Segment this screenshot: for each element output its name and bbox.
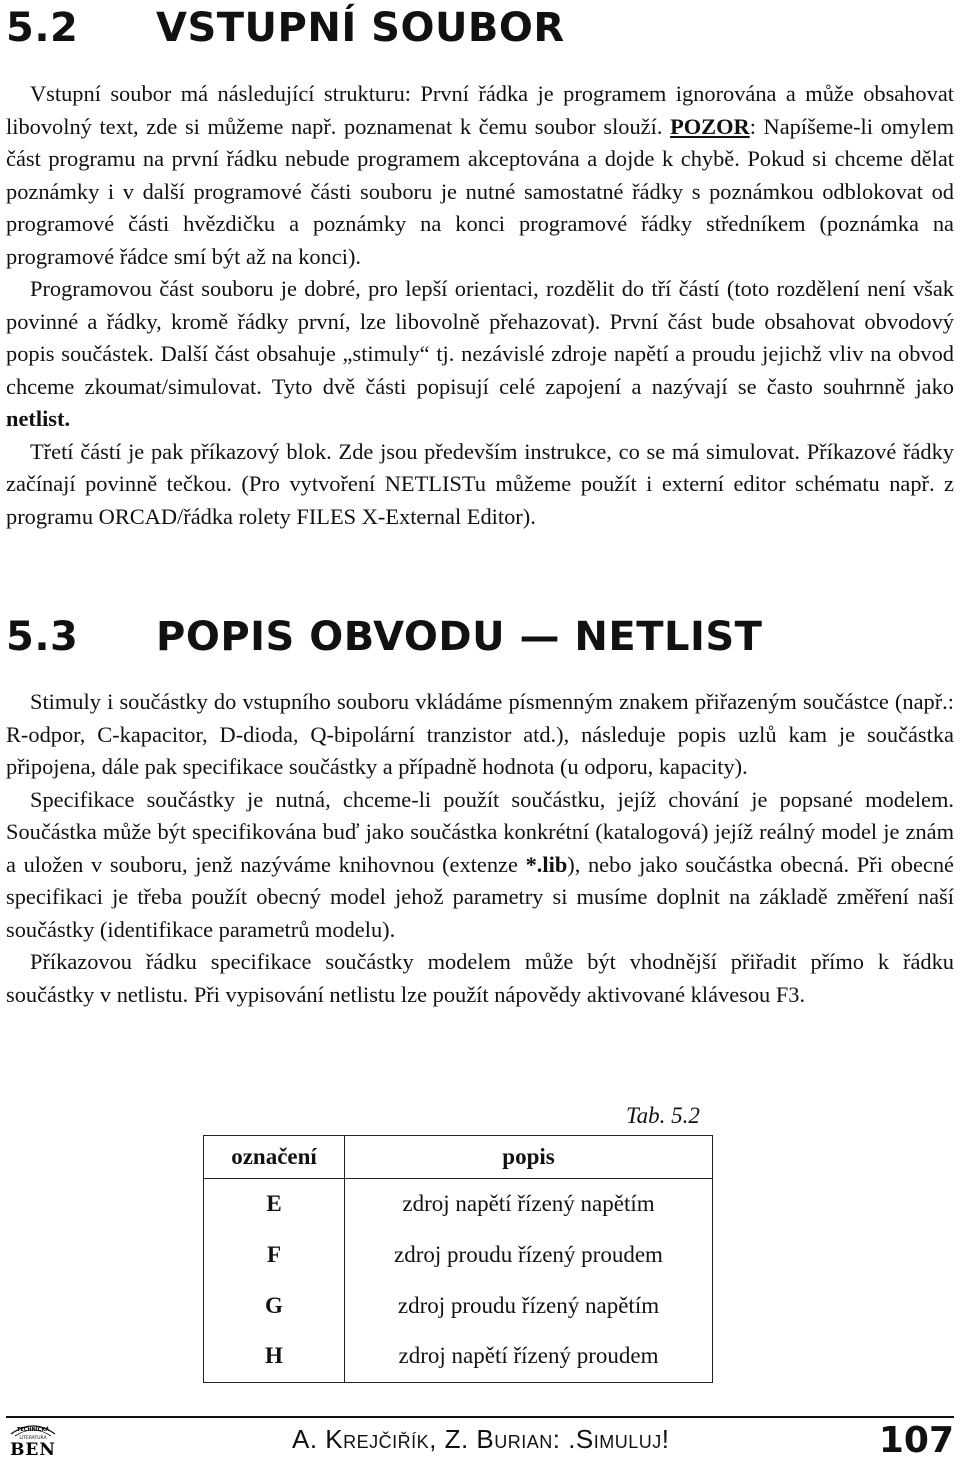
table-cell-code: G	[204, 1280, 345, 1331]
component-table	[203, 1135, 713, 1383]
logo-text-mid: LITERATURA	[19, 1436, 47, 1441]
table-cell-code: F	[204, 1230, 345, 1281]
term-netlist: netlist.	[6, 406, 71, 431]
paragraph	[6, 273, 954, 436]
paragraph-text: : Napíšeme-li omylem část programu na první řádku nebude programem akceptována a dojde k chybě. Pokud si chceme dělat poznámky i v další programové části souboru je nutné samostatné řádky s poznámkou odblokovat od programové části hvězdičku a poznámky na konci programové řádky středníkem (poznámka na programové řádce smí být až na konci).	[6, 113, 954, 269]
logo-text-main: BEN	[10, 1440, 56, 1458]
section-number: 5.3	[6, 614, 79, 660]
section-5-2-heading	[6, 5, 565, 51]
table-header-row	[204, 1136, 713, 1179]
paragraph	[6, 78, 954, 273]
warning-label: POZOR	[670, 113, 750, 139]
page-number: 107	[878, 1420, 954, 1461]
table-cell-description: zdroj napětí řízený napětím	[345, 1179, 713, 1230]
paragraph-text: Programovou část souboru je dobré, pro lepší orientaci, rozdělit do tří částí (toto rozdělení není však povinné a řádky, kromě řádky první, lze libovolně přehazovat). První část bude obsahovat obvodový popis součástek. Další část obsahuje „stimuly“ tj. nezávislé zdroje napětí a proudu jejichž vliv na obvod chceme zkoumat/simulovat. Tyto dvě části popisují celé zapojení a nazývají se často souhrnně jako	[6, 276, 954, 399]
table-row	[204, 1280, 713, 1331]
table-caption: Tab. 5.2	[626, 1103, 700, 1128]
section-number: 5.2	[6, 5, 79, 51]
table-cell-description: zdroj proudu řízený napětím	[345, 1280, 713, 1331]
publisher-logo	[6, 1420, 60, 1458]
term-lib-extension: *.lib	[525, 851, 568, 877]
paragraph: Příkazovou řádku specifikace součástky modelem může být vhodnější přiřadit přímo k řádku součástky v netlistu. Při vypisování netlistu lze použít nápovědy aktivované klávesou F3.	[6, 949, 954, 1007]
paragraph-text: Vstupní soubor má následující strukturu: První řádka je programem ignorována a může obsahovat libovolný text, zde si můžeme např. poznamenat k čemu soubor slouží.	[6, 81, 954, 139]
paragraph	[6, 784, 954, 947]
table-cell-description: zdroj proudu řízený proudem	[345, 1230, 713, 1281]
table-row	[204, 1331, 713, 1383]
table-cell-description: zdroj napětí řízený proudem	[345, 1331, 713, 1383]
logo-text-top: TECHNICKÁ	[16, 1427, 50, 1433]
column-header: označení	[204, 1136, 345, 1179]
section-title: POPIS OBVODU — NETLIST	[156, 614, 763, 660]
column-header: popis	[345, 1136, 713, 1179]
section-5-3-heading	[6, 614, 763, 660]
paragraph-text: ), nebo jako součástka obecná. Při obecné specifikaci je třeba použít obecný model jehož parametry si musíme doplnit na základě změření naší součástky (identifikace parametrů modelu).	[6, 851, 954, 942]
section-5-3-body	[6, 686, 954, 1011]
section-5-2-body	[6, 78, 954, 533]
paragraph-text: Specifikace součástky je nutná, chceme-li použít součástku, jejíž chování je popsané modelem. Součástka může být specifikována buď jako součástka konkrétní (katalogová) jejíž reálný model je znám a uložen v souboru, jenž nazýváme knihovnou (extenze	[6, 786, 954, 877]
paragraph: Třetí částí je pak příkazový blok. Zde jsou především instrukce, co se má simulovat. Příkazové řádky začínají povinně tečkou. (Pro vytvoření NETLISTu můžeme použít i externí editor schématu např. z programu ORCAD/řádka rolety FILES X-External Editor).	[6, 438, 954, 529]
table-cell-code: E	[204, 1179, 345, 1230]
section-title: VSTUPNÍ SOUBOR	[156, 5, 565, 51]
footer-divider	[6, 1416, 954, 1418]
table-cell-code: H	[204, 1331, 345, 1383]
table-row	[204, 1230, 713, 1281]
paragraph: Stimuly i součástky do vstupního souboru vkládáme písmenným znakem přiřazeným součástce (např.: R-odpor, C-kapacitor, D-dioda, Q-bipolární tranzistor atd.), následuje popis uzlů kam je součástka připojena, dále pak specifikace součástky a případně hodnota (u odporu, kapacity).	[6, 689, 954, 779]
table-row	[204, 1179, 713, 1230]
footer-authors: A. Krejčiřík, Z. Burian: .Simuluj!	[292, 1424, 670, 1454]
